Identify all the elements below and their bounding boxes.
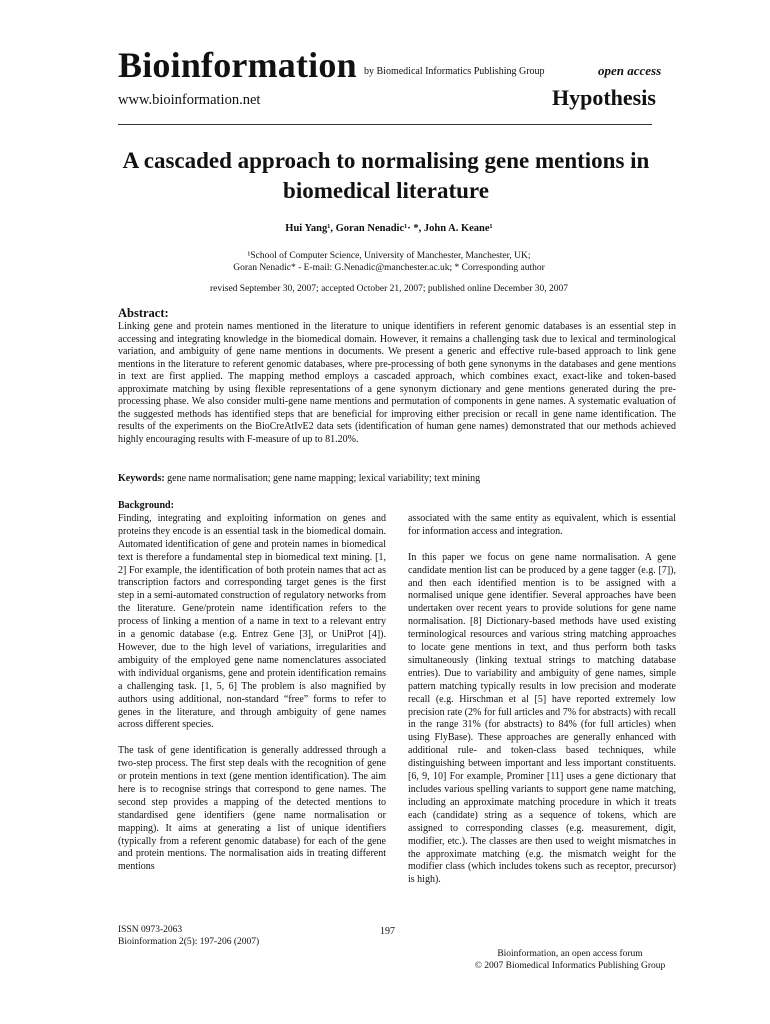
left-paragraph-1: Finding, integrating and exploiting information on genes and proteins they encode is an essential task in the biomedical domain. Automated identification of gene and protein names in biomedical text is therefore a fundamental step in biomedical text mining. [1, 2] For example, the identification of both protein names that act as transcription factors and corresponding target genes is the first step in a semi-automated construction of regulatory networks from the literature. Gene/protein name identification refers to the process of linking a mention of a name in text to a relevant entry in a genomic database (e.g. Entrez Gene [3], or UniProt [4]). However, due to the high level of variations, irregularities and ambiguity of the employed gene name nomenclatures associated with individual organisms, gene and protein identification remains a challenging task. [1, 5, 6] The problem is also magnified by authors using additional, non-standard “free” forms to refer to genes in the literature, and through ambiguity of gene names across different species. [118, 512, 386, 731]
right-paragraph-1: associated with the same entity as equivalent, which is essential for information access and integration. [408, 513, 676, 537]
keywords [118, 473, 480, 484]
affiliation-line-1: ¹School of Computer Science, University of Manchester, Manchester, UK; [247, 251, 531, 261]
journal-name: Bioinformation [118, 45, 357, 85]
forum-line: Bioinformation, an open access forum [497, 949, 643, 959]
footer-left [118, 925, 259, 948]
affiliation [118, 250, 660, 274]
page-number: 197 [380, 926, 395, 937]
journal-url[interactable]: www.bioinformation.net [118, 92, 261, 108]
article-type: Hypothesis [552, 85, 656, 110]
abstract-text: Linking gene and protein names mentioned in the literature to unique identifiers in referent genomic databases is an essential step in accessing and integrating knowledge in the biomedical domain. However, it remains a challenging task due to lexical and terminological variation, and ambiguity of gene name mentions in documents. We present a generic and effective rule-based approach to link gene mentions in the literature to referent genomic databases, where pre-processing of both gene synonyms in the databases and gene mentions in text are first applied. The mapping method employs a cascaded approach, which combines exact, exact-like and token-based approximate matching by using flexible representations of a gene synonym dictionary and gene mentions generated during the pre-processing phase. We also consider multi-gene name mentions and permutation of components in gene names. A systematic evaluation of the suggested methods has identified steps that are beneficial for improving either precision or recall in gene name identification. The results of the experiments on the BioCreAtIvE2 data sets (identification of human gene names) demonstrated that our methods achieved highly encouraging results with F-measure of up to 81.20%. [118, 321, 676, 445]
publication-dates: revised September 30, 2007; accepted October 21, 2007; published online December 30, 2007 [210, 284, 568, 294]
citation: Bioinformation 2(5): 197-206 (2007) [118, 936, 260, 947]
left-paragraph-2: The task of gene identification is generally addressed through a two-step process. The first step deals with the recognition of gene or protein mentions in text (gene mention identification). The aim here is to recognise strings that correspond to gene names. The second step provides a mapping of the detected mentions to standardised gene identifiers (gene name normalisation or mapping). It aims at generating a list of unique identifiers (typically from a referent genomic database) for each of the gene and protein mentions. The normalisation aids in treating different mentions [118, 745, 386, 873]
left-column [118, 500, 386, 874]
open-access-label: open access [598, 63, 662, 78]
keywords-label: Keywords: [118, 473, 165, 484]
right-column [408, 513, 676, 887]
header-rule [118, 124, 652, 125]
publisher-line: by Biomedical Informatics Publishing Group [364, 66, 545, 77]
copyright-line: © 2007 Biomedical Informatics Publishing Group [474, 961, 666, 971]
background-heading: Background: [118, 500, 174, 511]
right-paragraph-2: In this paper we focus on gene name normalisation. A gene candidate mention list can be produced by a gene tagger (e.g. [7]), and then each identified mention is to be assigned with a normalised unique gene identifier. Several approaches have been undertaken over recent years to provide solutions for gene name normalisation. [8] Dictionary-based methods have used existing terminological resources and various string matching approaches to locate gene mentions in text, and thus perform both tasks simultaneously (linking textual strings to matching database entries). Due to variability and ambiguity of gene names, simple pattern matching typically results in low precision and moderate recall (e.g. Hirschman et al [5] have reported extremely low precision rate (2% for full articles and 7% for abstracts) with recall in the range 31% (for abstracts) to 84% (for full articles) when using FlyBase). These approaches are generally enhanced with additional rule- and token-class based techniques, while distinguishing between important and less important constituents. [6, 9, 10] For example, Prominer [11] uses a gene dictionary that includes various spelling variants to support gene name matching, including an approximate matching procedure in which it treats each (candidate) string as a sequence of tokens, which are assigned to corresponding classes (e.g. measurement, digit, modifier, etc.). The classes are then used to weight mismatches in the approximate matching (e.g. the mismatch weight for the modifier class (which includes tokens such as receptor, precursor) is high). [408, 551, 676, 886]
author-list: Hui Yang¹, Goran Nenadic¹· *, John A. Keane¹ [285, 223, 493, 234]
keywords-text: gene name normalisation; gene name mapping; lexical variability; text mining [164, 473, 481, 484]
article-title: A cascaded approach to normalising gene mentions in biomedical literature [122, 148, 650, 203]
affiliation-line-2: Goran Nenadic* - E-mail: G.Nenadic@manchester.ac.uk; * Corresponding author [233, 263, 545, 273]
abstract-heading: Abstract: [118, 306, 169, 320]
issn: ISSN 0973-2063 [118, 925, 183, 935]
footer-right [420, 948, 720, 972]
